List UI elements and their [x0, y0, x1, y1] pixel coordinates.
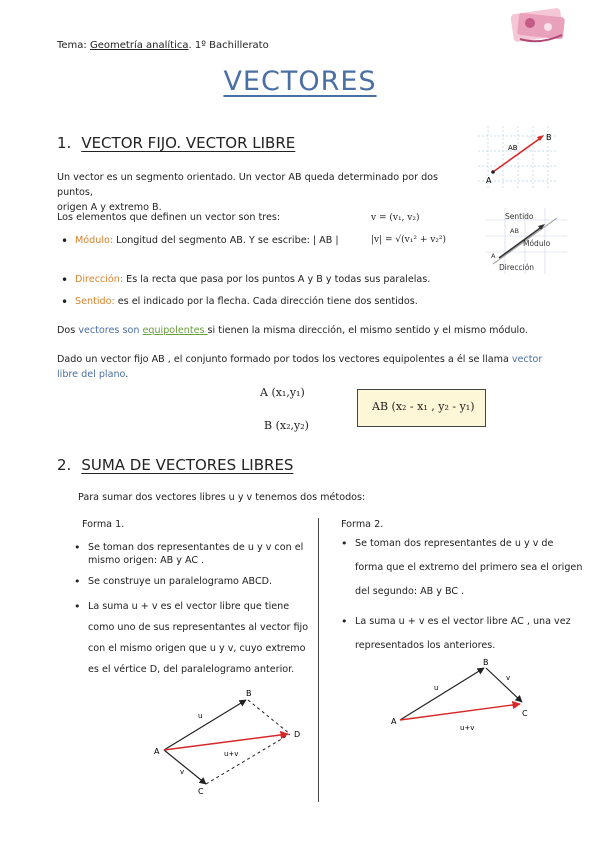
components-formula: AB (x₂ - x₁ , y₂ - y₁): [372, 400, 475, 413]
equipolentes-paragraph: [57, 323, 557, 338]
header: [57, 40, 269, 51]
section2-number: 2.: [57, 456, 72, 474]
section2-intro: Para sumar dos vectores libres u y v tenemos dos métodos:: [78, 492, 366, 503]
section2-heading: [57, 456, 293, 474]
diagram1-label-ab: AB: [508, 144, 518, 152]
list-item: [75, 235, 339, 246]
bullet-term: Dirección:: [75, 274, 124, 285]
bullet-term: Módulo:: [75, 235, 114, 246]
forma2-title: Forma 2.: [341, 519, 384, 530]
bullet-text: Longitud del segmento AB. Y se escribe: | AB |: [113, 235, 339, 246]
diagram1-label-b: B: [546, 133, 552, 142]
diagram2-label-ab: AB: [510, 227, 519, 235]
forma1-title: Forma 1.: [82, 519, 125, 530]
section1-title: VECTOR FIJO. VECTOR LIBRE: [81, 134, 296, 152]
header-subject: Geometría analítica: [90, 40, 189, 51]
column-divider: [318, 518, 319, 802]
forma1-label-d: D: [294, 730, 301, 739]
fixed-vector-diagram: [478, 126, 556, 188]
forma2-label-b: B: [483, 658, 489, 667]
notebook-sticker-icon: [500, 5, 580, 47]
diagram1-label-a: A: [486, 176, 492, 185]
formula-module: |v| = √(v₁² + v₂²): [371, 235, 447, 245]
parallelogram-diagram: [150, 688, 310, 796]
header-label: Tema:: [57, 40, 87, 51]
forma2-label-v: v: [506, 674, 511, 682]
list-item: • Se toman dos representantes de u y v de forma que el extremo del primero sea el origen del segundo: AB y BC .: [343, 532, 583, 604]
section1-heading: [57, 134, 295, 152]
point-a-coords: A (x₁,y₁): [260, 386, 305, 399]
forma2-list: [343, 532, 583, 658]
list-item: [75, 296, 418, 307]
forma1-label-v: v: [180, 768, 185, 776]
libre-text: Dado un vector fijo AB , el conjunto formado por todos los vectores equipolentes a él se llama: [57, 354, 512, 365]
forma1-label-c: C: [198, 787, 204, 796]
libre-term-1: vector libre: [57, 354, 543, 380]
forma1-label-a: A: [154, 747, 160, 756]
libre-term-2: del plano: [81, 369, 126, 380]
list-item: • La suma u + v es el vector libre AC , una vez representados los anteriores.: [343, 610, 583, 658]
diagram2-label-a: A: [491, 252, 496, 260]
forma1-label-sum: u+v: [224, 750, 239, 758]
diagram2-label-sentido: Sentido: [505, 212, 534, 221]
bullet-text: es el indicado por la flecha. Cada dirección tiene dos sentidos.: [114, 296, 418, 307]
elements-intro: Los elementos que definen un vector son tres:: [57, 212, 281, 223]
forma2-label-a: A: [391, 717, 397, 726]
forma2-label-c: C: [522, 709, 528, 718]
section1-intro: [57, 170, 447, 215]
vector-elements-diagram: [485, 208, 567, 274]
section2-title: SUMA DE VECTORES LIBRES: [81, 456, 294, 474]
intro-line1: Un vector es un segmento orientado. Un vector AB queda determinado por dos puntos,: [57, 172, 439, 198]
forma1-list: [76, 541, 312, 680]
equipolentes-pre: Dos: [57, 325, 79, 336]
page-title: VECTORES: [223, 66, 377, 97]
libre-end: .: [125, 369, 129, 380]
list-item: • Se toman dos representantes de u y v con el mismo origen: AB y AC .: [76, 541, 312, 567]
diagram2-label-modulo: Módulo: [523, 239, 551, 248]
list-item: • La suma u + v es el vector libre que tiene como uno de sus representantes al vector fijo con el mismo origen que u y v, cuyo extremo es el vértice D, del paralelogramo anterior.: [76, 596, 312, 680]
formula-vector: v = (v₁, v₂): [371, 213, 420, 223]
equipolentes-post: si tienen la misma dirección, el mismo sentido y el mismo módulo.: [207, 325, 528, 336]
vector-libre-paragraph: [57, 352, 562, 382]
intro-line2: origen A y extremo B.: [57, 202, 162, 213]
components-formula-box: [357, 389, 486, 427]
forma2-label-sum: u+v: [460, 724, 475, 732]
bullet-term: Sentido:: [75, 296, 115, 307]
forma1-label-u: u: [198, 712, 203, 720]
list-item: • Se construye un paralelogramo ABCD.: [76, 575, 312, 588]
header-level: . 1º Bachillerato: [188, 40, 269, 51]
bullet-text: Es la recta que pasa por los puntos A y B y todas sus paralelas.: [123, 274, 431, 285]
forma2-label-u: u: [434, 684, 439, 692]
equipolentes-mid: vectores son: [78, 325, 143, 336]
list-item: [75, 274, 430, 285]
diagram2-label-direccion: Dirección: [499, 263, 535, 272]
section1-number: 1.: [57, 134, 72, 152]
point-b-coords: B (x₂,y₂): [264, 419, 309, 432]
forma1-label-b: B: [246, 689, 252, 698]
equipolentes-term: equipolentes: [142, 325, 208, 336]
chain-sum-diagram: [388, 656, 538, 736]
